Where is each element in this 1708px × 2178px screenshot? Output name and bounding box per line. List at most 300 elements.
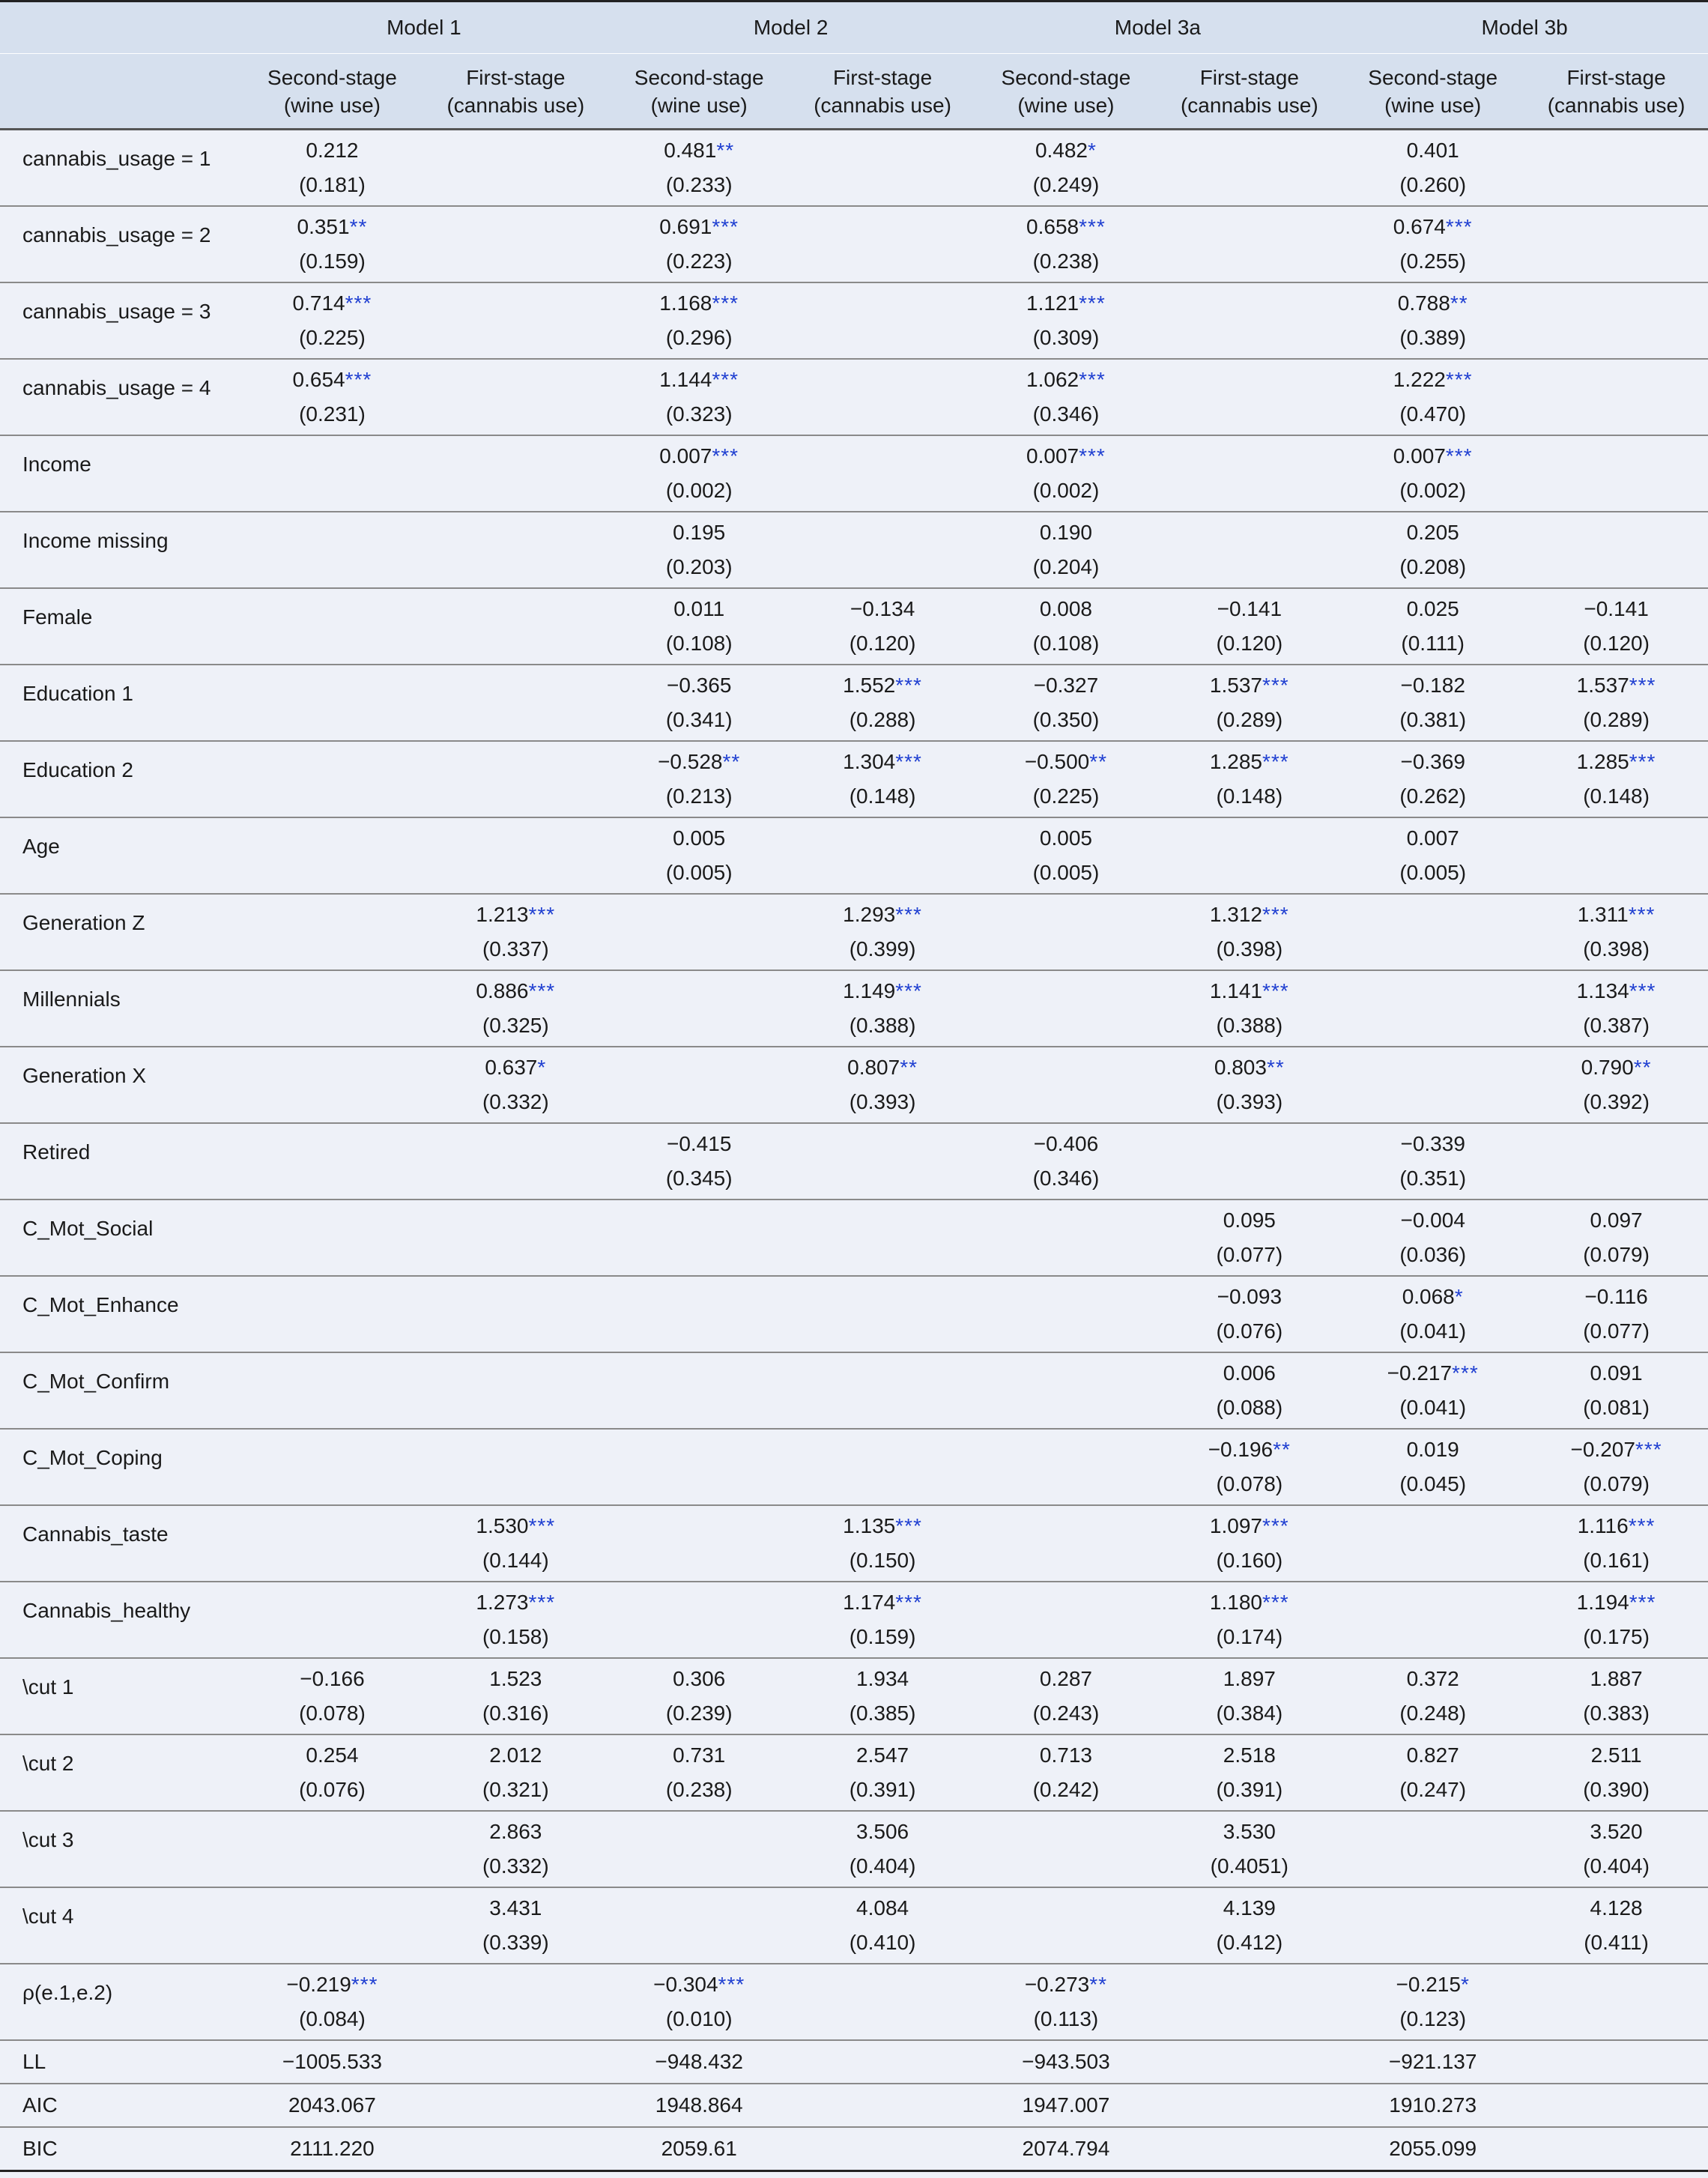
empty-cell: [424, 1352, 608, 1429]
coefficient-cell: [240, 1734, 424, 1811]
empty-cell: [1524, 2084, 1708, 2127]
estimate-value: 1.304: [843, 750, 896, 773]
standard-error: (0.076): [1216, 1319, 1283, 1343]
empty-cell: [1157, 1964, 1341, 2040]
standard-error: (0.260): [1399, 173, 1467, 196]
coefficient-cell: [1524, 665, 1708, 741]
significance-stars: ***: [895, 979, 922, 1002]
standard-error: (0.084): [299, 2007, 366, 2030]
estimate: [791, 1662, 975, 1696]
standard-error: (0.231): [299, 402, 366, 426]
header-corner-sub: [0, 54, 240, 130]
estimate: [1524, 1891, 1708, 1926]
standard-error: (0.393): [849, 1090, 916, 1113]
coefficient-cell: [1157, 894, 1341, 970]
coefficient-cell: [1157, 665, 1341, 741]
estimate-value: 0.807: [847, 1056, 900, 1079]
estimate-value: −0.219: [286, 1973, 351, 1996]
empty-cell: [975, 1887, 1158, 1964]
empty-cell: [791, 2127, 975, 2171]
estimate: [424, 1662, 608, 1696]
coefficient-cell: [1157, 1276, 1341, 1352]
coefficient-cell: [1524, 1887, 1708, 1964]
significance-stars: **: [722, 750, 741, 773]
estimate: [1341, 745, 1524, 779]
estimate-value: 0.205: [1406, 521, 1459, 544]
coefficient-cell: [1524, 1505, 1708, 1582]
row-label: cannabis_usage = 2: [0, 206, 240, 282]
empty-cell: [791, 435, 975, 512]
standard-error: (0.346): [1032, 402, 1100, 426]
row-label: C_Mot_Confirm: [0, 1352, 240, 1429]
estimate: [1157, 1280, 1341, 1314]
empty-cell: [240, 894, 424, 970]
estimate-value: 4.084: [856, 1896, 909, 1920]
standard-error: (0.332): [482, 1854, 549, 1878]
empty-cell: [608, 894, 791, 970]
estimate-value: 4.139: [1223, 1896, 1276, 1920]
standard-error: (0.289): [1216, 708, 1283, 731]
significance-stars: ***: [1079, 291, 1106, 315]
empty-cell: [1524, 359, 1708, 435]
significance-stars: ***: [1628, 1514, 1656, 1537]
estimate: [608, 210, 791, 244]
standard-error: (0.123): [1399, 2007, 1467, 2030]
estimate: [1524, 1203, 1708, 1238]
empty-cell: [424, 588, 608, 665]
row-label: Millennials: [0, 970, 240, 1047]
coefficient-cell: [975, 359, 1158, 435]
coefficient-cell: [424, 1658, 608, 1734]
standard-error: (0.4051): [1210, 1854, 1288, 1878]
estimate: [1524, 1050, 1708, 1085]
estimate-value: 0.637: [485, 1056, 538, 1079]
empty-cell: [240, 1887, 424, 1964]
estimate: [1341, 363, 1524, 397]
coefficient-cell: [975, 1658, 1158, 1734]
estimate-value: 1.273: [476, 1591, 529, 1614]
coefficient-cell: [975, 741, 1158, 817]
significance-stars: ***: [1079, 444, 1106, 468]
header-stage: First-stage (cannabis use): [1157, 54, 1341, 130]
significance-stars: *: [1088, 139, 1097, 162]
coefficient-cell: [240, 130, 424, 207]
coefficient-cell: [608, 130, 791, 207]
estimate-value: 0.097: [1590, 1209, 1643, 1232]
significance-stars: ***: [712, 444, 739, 468]
fit-value: 2043.067: [240, 2084, 424, 2127]
coefficient-cell: [1341, 1352, 1524, 1429]
empty-cell: [975, 1505, 1158, 1582]
coefficient-cell: [240, 206, 424, 282]
estimate: [608, 286, 791, 321]
standard-error: (0.247): [1399, 1778, 1467, 1801]
estimate: [1157, 1738, 1341, 1773]
coefficient-cell: [424, 1734, 608, 1811]
standard-error: (0.391): [1216, 1778, 1283, 1801]
table-row: [0, 435, 1708, 512]
standard-error: (0.002): [1399, 479, 1467, 502]
coefficient-cell: [608, 435, 791, 512]
estimate: [1341, 821, 1524, 856]
standard-error: (0.225): [1032, 784, 1100, 808]
estimate-value: 0.254: [306, 1743, 359, 1767]
empty-cell: [424, 435, 608, 512]
coefficient-cell: [608, 1123, 791, 1200]
row-label: Age: [0, 817, 240, 894]
coefficient-cell: [1524, 894, 1708, 970]
estimate-value: 0.068: [1402, 1285, 1455, 1308]
estimate: [1524, 898, 1708, 932]
estimate-value: 1.168: [659, 291, 712, 315]
estimate: [424, 974, 608, 1008]
estimate: [975, 821, 1158, 856]
coefficient-cell: [1524, 1352, 1708, 1429]
coefficient-cell: [791, 1887, 975, 1964]
estimate-value: 2.547: [856, 1743, 909, 1767]
estimate-value: 1.116: [1577, 1514, 1629, 1537]
estimate-value: −0.500: [1024, 750, 1090, 773]
estimate: [1157, 668, 1341, 703]
row-label: Female: [0, 588, 240, 665]
empty-cell: [240, 741, 424, 817]
estimate-value: 0.674: [1393, 215, 1446, 238]
estimate-value: 0.654: [292, 368, 345, 391]
estimate: [1341, 1738, 1524, 1773]
estimate-value: 1.285: [1576, 750, 1629, 773]
estimate-value: 0.007: [1026, 444, 1079, 468]
standard-error: (0.388): [849, 1014, 916, 1037]
estimate: [1341, 1662, 1524, 1696]
estimate-value: −0.339: [1400, 1132, 1465, 1155]
empty-cell: [1157, 1123, 1341, 1200]
estimate: [1341, 668, 1524, 703]
empty-cell: [240, 665, 424, 741]
row-label: C_Mot_Coping: [0, 1429, 240, 1505]
estimate: [975, 210, 1158, 244]
coefficient-cell: [791, 665, 975, 741]
estimate-value: 0.372: [1406, 1667, 1459, 1690]
estimate: [1157, 745, 1341, 779]
empty-cell: [240, 1505, 424, 1582]
table-row: [0, 1276, 1708, 1352]
coefficient-cell: [424, 1811, 608, 1887]
coefficient-cell: [1157, 1887, 1341, 1964]
row-label: C_Mot_Social: [0, 1200, 240, 1276]
coefficient-cell: [1341, 1276, 1524, 1352]
empty-cell: [975, 1352, 1158, 1429]
estimate-value: 0.007: [1406, 826, 1459, 850]
estimate-value: 1.552: [843, 674, 896, 697]
coefficient-cell: [975, 206, 1158, 282]
estimate: [791, 1509, 975, 1543]
empty-cell: [608, 1811, 791, 1887]
standard-error: (0.002): [1032, 479, 1100, 502]
estimate: [1524, 1356, 1708, 1391]
estimate: [240, 210, 424, 244]
estimate: [608, 1127, 791, 1161]
coefficient-cell: [1341, 741, 1524, 817]
coefficient-cell: [424, 1887, 608, 1964]
significance-stars: ***: [528, 979, 556, 1002]
coefficient-cell: [424, 1505, 608, 1582]
standard-error: (0.390): [1583, 1778, 1650, 1801]
estimate: [240, 1967, 424, 2002]
estimate: [1341, 133, 1524, 168]
empty-cell: [1157, 2084, 1341, 2127]
empty-cell: [1341, 894, 1524, 970]
standard-error: (0.238): [665, 1778, 733, 1801]
coefficient-cell: [1157, 970, 1341, 1047]
row-label: cannabis_usage = 4: [0, 359, 240, 435]
empty-cell: [240, 435, 424, 512]
estimate: [1524, 1662, 1708, 1696]
empty-cell: [1157, 435, 1341, 512]
standard-error: (0.351): [1399, 1167, 1467, 1190]
table-row: [0, 1429, 1708, 1505]
estimate-value: −0.304: [653, 1973, 718, 1996]
estimate-value: 0.287: [1039, 1667, 1092, 1690]
row-label: cannabis_usage = 3: [0, 282, 240, 359]
empty-cell: [975, 1582, 1158, 1658]
coefficient-cell: [1524, 741, 1708, 817]
standard-error: (0.470): [1399, 402, 1467, 426]
estimate-value: 0.788: [1397, 291, 1450, 315]
coefficient-cell: [1341, 1429, 1524, 1505]
standard-error: (0.148): [1583, 784, 1650, 808]
empty-cell: [240, 1352, 424, 1429]
standard-error: (0.255): [1399, 249, 1467, 273]
empty-cell: [424, 665, 608, 741]
coefficient-cell: [975, 512, 1158, 588]
estimate: [608, 515, 791, 550]
coefficient-cell: [975, 130, 1158, 207]
standard-error: (0.392): [1583, 1090, 1650, 1113]
table-body: [0, 130, 1708, 2171]
significance-stars: ***: [1079, 368, 1106, 391]
estimate-value: −0.327: [1033, 674, 1099, 697]
header-stage: First-stage (cannabis use): [1524, 54, 1708, 130]
estimate: [791, 592, 975, 626]
row-label: \cut 2: [0, 1734, 240, 1811]
estimate-value: 2.863: [489, 1820, 542, 1843]
estimate-value: 0.005: [1039, 826, 1092, 850]
standard-error: (0.337): [482, 937, 549, 961]
empty-cell: [608, 1200, 791, 1276]
row-label: C_Mot_Enhance: [0, 1276, 240, 1352]
significance-stars: ***: [712, 215, 739, 238]
row-label: Education 2: [0, 741, 240, 817]
estimate: [791, 898, 975, 932]
coefficient-cell: [1524, 1200, 1708, 1276]
estimate: [240, 1662, 424, 1696]
estimate: [1157, 898, 1341, 932]
estimate-value: −0.217: [1387, 1361, 1453, 1385]
coefficient-cell: [1157, 1429, 1341, 1505]
estimate-value: 0.095: [1223, 1209, 1276, 1232]
empty-cell: [1524, 435, 1708, 512]
standard-error: (0.150): [849, 1549, 916, 1572]
coefficient-cell: [608, 359, 791, 435]
standard-error: (0.323): [665, 402, 733, 426]
fit-row: [0, 2084, 1708, 2127]
standard-error: (0.045): [1399, 1472, 1467, 1495]
estimate: [1341, 1433, 1524, 1467]
fit-value: −1005.533: [240, 2040, 424, 2084]
standard-error: (0.339): [482, 1931, 549, 1954]
estimate: [1157, 1356, 1341, 1391]
significance-stars: ***: [895, 750, 922, 773]
header-model-1: Model 1: [240, 1, 608, 54]
estimate: [424, 1585, 608, 1620]
estimate: [1341, 439, 1524, 474]
coefficient-cell: [424, 1582, 608, 1658]
significance-stars: ***: [712, 291, 739, 315]
estimate: [608, 363, 791, 397]
estimate: [975, 1662, 1158, 1696]
standard-error: (0.204): [1032, 555, 1100, 578]
estimate: [1524, 745, 1708, 779]
estimate: [1157, 1891, 1341, 1926]
table-row: [0, 741, 1708, 817]
coefficient-cell: [975, 282, 1158, 359]
estimate: [1341, 1280, 1524, 1314]
estimate-value: 1.523: [489, 1667, 542, 1690]
estimate-value: 1.097: [1209, 1514, 1262, 1537]
standard-error: (0.309): [1032, 326, 1100, 349]
empty-cell: [791, 1123, 975, 1200]
significance-stars: ***: [1079, 215, 1106, 238]
empty-cell: [240, 1811, 424, 1887]
estimate: [608, 1967, 791, 2002]
coefficient-cell: [1341, 130, 1524, 207]
coefficient-cell: [1157, 1047, 1341, 1123]
empty-cell: [424, 2127, 608, 2171]
estimate: [1157, 974, 1341, 1008]
coefficient-cell: [1341, 1964, 1524, 2040]
estimate-value: 1.062: [1026, 368, 1079, 391]
empty-cell: [240, 1276, 424, 1352]
standard-error: (0.412): [1216, 1931, 1283, 1954]
empty-cell: [975, 1429, 1158, 1505]
estimate: [240, 1738, 424, 1773]
empty-cell: [424, 1964, 608, 2040]
standard-error: (0.088): [1216, 1396, 1283, 1419]
coefficient-cell: [1341, 817, 1524, 894]
estimate: [1341, 286, 1524, 321]
empty-cell: [424, 741, 608, 817]
coefficient-cell: [1157, 1734, 1341, 1811]
row-label: ρ(e.1,e.2): [0, 1964, 240, 2040]
fit-value: 2111.220: [290, 2137, 375, 2160]
coefficient-cell: [1341, 1200, 1524, 1276]
fit-value: −943.503: [975, 2040, 1158, 2084]
standard-error: (0.174): [1216, 1625, 1283, 1648]
empty-cell: [424, 512, 608, 588]
fit-label: AIC: [0, 2084, 240, 2127]
coefficient-cell: [975, 588, 1158, 665]
estimate-value: 0.790: [1581, 1056, 1634, 1079]
coefficient-cell: [791, 1505, 975, 1582]
header-corner: [0, 1, 240, 54]
header-stage: Second-stage (wine use): [240, 54, 424, 130]
standard-error: (0.148): [849, 784, 916, 808]
empty-cell: [608, 1047, 791, 1123]
table-row: [0, 512, 1708, 588]
table-header: [0, 1, 1708, 130]
coefficient-cell: [608, 512, 791, 588]
estimate-value: 0.351: [297, 215, 350, 238]
estimate: [1341, 1203, 1524, 1238]
estimate-value: 1.144: [659, 368, 712, 391]
estimate-value: 4.128: [1590, 1896, 1643, 1920]
standard-error: (0.159): [849, 1625, 916, 1648]
estimate-value: 0.008: [1039, 597, 1092, 620]
significance-stars: **: [1273, 1438, 1291, 1461]
estimate: [608, 668, 791, 703]
standard-error: (0.387): [1583, 1014, 1650, 1037]
standard-error: (0.381): [1399, 708, 1467, 731]
estimate-value: 1.135: [843, 1514, 896, 1537]
estimate-value: 1.934: [856, 1667, 909, 1690]
row-label: Income: [0, 435, 240, 512]
estimate: [1524, 1509, 1708, 1543]
estimate: [240, 133, 424, 168]
significance-stars: ***: [528, 903, 556, 926]
standard-error: (0.288): [849, 708, 916, 731]
coefficient-cell: [1341, 1734, 1524, 1811]
standard-error: (0.332): [482, 1090, 549, 1113]
estimate: [1341, 210, 1524, 244]
empty-cell: [608, 970, 791, 1047]
significance-stars: ***: [1445, 215, 1473, 238]
row-label: Cannabis_healthy: [0, 1582, 240, 1658]
row-label: Retired: [0, 1123, 240, 1200]
significance-stars: *: [1460, 1973, 1470, 1996]
estimate: [791, 1738, 975, 1773]
coefficient-cell: [791, 1734, 975, 1811]
table-row: [0, 1047, 1708, 1123]
coefficient-cell: [1157, 1811, 1341, 1887]
coefficient-cell: [1524, 1047, 1708, 1123]
standard-error: (0.108): [1032, 632, 1100, 655]
standard-error: (0.350): [1032, 708, 1100, 731]
coefficient-cell: [1157, 1352, 1341, 1429]
empty-cell: [1341, 1047, 1524, 1123]
table-row: [0, 206, 1708, 282]
estimate-value: 1.134: [1576, 979, 1629, 1002]
estimate-value: 1.149: [843, 979, 896, 1002]
estimate-value: 0.006: [1223, 1361, 1276, 1385]
standard-error: (0.225): [299, 326, 366, 349]
standard-error: (0.383): [1583, 1701, 1650, 1725]
estimate: [424, 1891, 608, 1926]
estimate-value: 1.180: [1209, 1591, 1262, 1614]
empty-cell: [240, 512, 424, 588]
empty-cell: [1157, 359, 1341, 435]
table-row: [0, 970, 1708, 1047]
significance-stars: ***: [712, 368, 739, 391]
standard-error: (0.404): [1583, 1854, 1650, 1878]
estimate: [608, 439, 791, 474]
row-label: Cannabis_taste: [0, 1505, 240, 1582]
coefficient-cell: [1524, 1811, 1708, 1887]
table-row: [0, 1734, 1708, 1811]
row-label: Generation X: [0, 1047, 240, 1123]
estimate-value: 3.520: [1590, 1820, 1643, 1843]
standard-error: (0.036): [1399, 1243, 1467, 1266]
estimate-value: 0.011: [673, 597, 725, 620]
